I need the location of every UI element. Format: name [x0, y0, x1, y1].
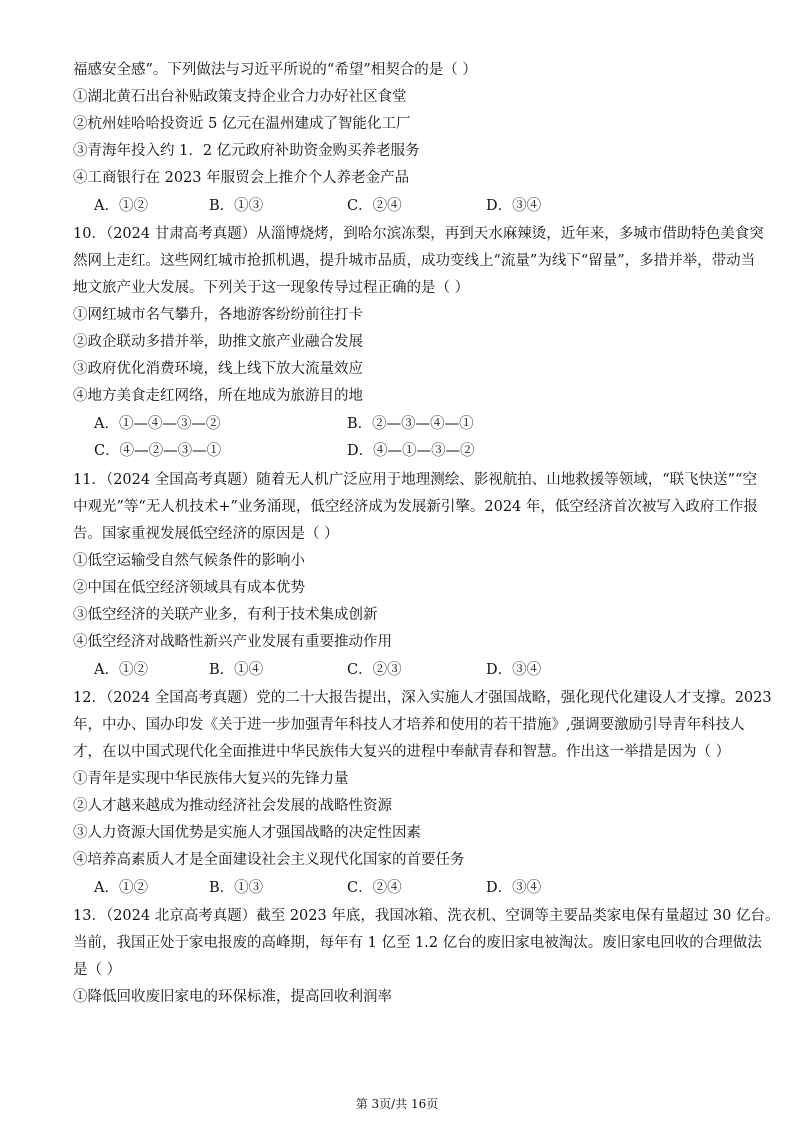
q9-statement-1: ①湖北黄石出台补贴政策支持企业合力办好社区食堂: [73, 89, 407, 105]
q12-statement-1: ①青年是实现中华民族伟大复兴的先锋力量: [73, 771, 349, 787]
q10-option-c: C．④—②—③—①: [94, 443, 222, 459]
q11-statement-1: ①低空运输受自然气候条件的影响小: [73, 553, 305, 569]
q12-option-d: D．③④: [486, 880, 542, 896]
q12-statement-2: ②人才越来越成为推动经济社会发展的战略性资源: [73, 798, 392, 814]
q10-option-a: A．①—④—③—②: [94, 416, 221, 432]
q11-statement-2: ②中国在低空经济领域具有成本优势: [73, 580, 305, 596]
q11-option-d: D．③④: [486, 662, 542, 678]
q10-stem-line-1: 10．（2024 甘肃高考真题）从淄博烧烤，到哈尔滨冻梨，再到天水麻辣烫，近年来，多城市借助特色美食突: [73, 226, 764, 242]
q10-stem-line-3: 地文旅产业大发展。下列关于这一现象传导过程正确的是（ ）: [73, 280, 470, 296]
q11-option-b: B．①④: [209, 662, 264, 678]
q10-statement-1: ①网红城市名气攀升，各地游客纷纷前往打卡: [73, 307, 363, 323]
q10-statement-4: ④地方美食走红网络，所在地成为旅游目的地: [73, 388, 363, 404]
q9-option-d: D．③④: [486, 198, 542, 214]
q12-statement-3: ③人力资源大国优势是实施人才强国战略的决定性因素: [73, 825, 421, 841]
q11-stem-line-2: 中观光”等“无人机技术+”业务涌现，低空经济成为发展新引擎。2024 年，低空经济首次被写入政府工作报: [73, 499, 758, 515]
page-number-footer: 第 3页/共 16页: [355, 1097, 439, 1111]
q9-option-a: A．①②: [94, 198, 148, 214]
q12-option-c: C．②④: [347, 880, 402, 896]
q11-stem-line-1: 11．（2024 全国高考真题）随着无人机广泛应用于地理测绘、影视航拍、山地救援等领域，“联飞快送”“空: [73, 472, 757, 488]
q9-statement-4: ④工商银行在 2023 年服贸会上推介个人养老金产品: [73, 170, 410, 186]
q12-stem-line-3: 才，在以中国式现代化全面推进中华民族伟大复兴的进程中奉献青春和智慧。作出这一举措是因为（ ）: [73, 744, 731, 760]
q13-stem-line-2: 当前，我国正处于家电报废的高峰期，每年有 1 亿至 1.2 亿台的废旧家电被淘汰。废旧家电回收的合理做法: [73, 935, 762, 951]
q10-stem-line-2: 然网上走红。这些网红城市抢抓机遇，提升城市品质，成功变线上“流量”为线下“留量”，多措并举，带动当: [73, 253, 756, 269]
q11-option-a: A．①②: [94, 662, 148, 678]
q10-statement-2: ②政企联动多措并举，助推文旅产业融合发展: [73, 334, 363, 350]
q13-statement-1: ①降低回收废旧家电的环保标准，提高回收利润率: [73, 989, 392, 1005]
q10-statement-3: ③政府优化消费环境，线上线下放大流量效应: [73, 361, 363, 377]
q10-option-b: B．②—③—④—①: [347, 416, 474, 432]
q11-stem-line-3: 告。国家重视发展低空经济的原因是（ ）: [73, 526, 339, 542]
q10-option-d: D．④—①—③—②: [347, 443, 475, 459]
q11-statement-3: ③低空经济的关联产业多，有利于技术集成创新: [73, 607, 378, 623]
q9-stem-tail: 福感安全感”。下列做法与习近平所说的“希望”相契合的是（ ）: [73, 62, 477, 78]
q9-option-b: B．①③: [209, 198, 264, 214]
q11-option-c: C．②③: [347, 662, 402, 678]
q12-stem-line-2: 年，中办、国办印发《关于进一步加强青年科技人才培养和使用的若干措施》,强调要激励引导青年科技人: [73, 717, 745, 733]
q12-option-a: A．①②: [94, 880, 148, 896]
q9-statement-3: ③青海年投入约 1．2 亿元政府补助资金购买养老服务: [73, 143, 420, 159]
q12-option-b: B．①③: [209, 880, 264, 896]
q9-statement-2: ②杭州娃哈哈投资近 5 亿元在温州建成了智能化工厂: [73, 116, 411, 132]
q11-statement-4: ④低空经济对战略性新兴产业发展有重要推动作用: [73, 634, 392, 650]
q12-stem-line-1: 12．（2024 全国高考真题）党的二十大报告提出，深入实施人才强国战略，强化现代化建设人才支撑。2023: [73, 690, 772, 706]
q13-stem-line-1: 13．（2024 北京高考真题）截至 2023 年底，我国冰箱、洗衣机、空调等主要品类家电保有量超过 30 亿台。: [73, 908, 780, 924]
q9-option-c: C．②④: [347, 198, 402, 214]
q12-statement-4: ④培养高素质人才是全面建设社会主义现代化国家的首要任务: [73, 852, 465, 868]
q13-stem-line-3: 是（ ）: [73, 962, 122, 978]
